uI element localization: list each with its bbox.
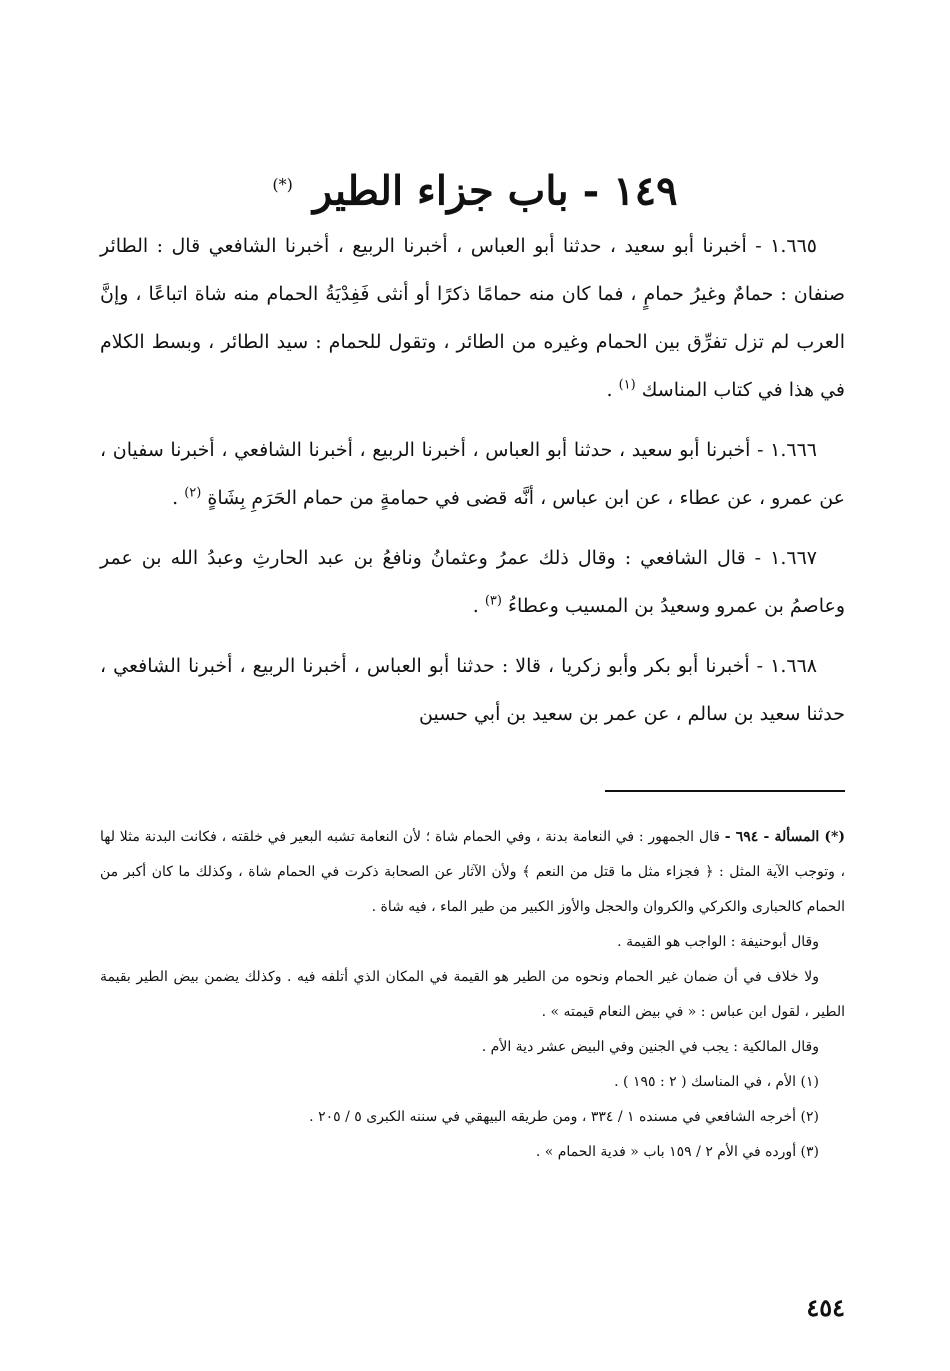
no-dispute-note: ولا خلاف في أن ضمان غير الحمام ونحوه من الطير هو القيمة في المكان الذي أتلفه فيه . وكذلك يضمن بيض الطير بقيمة الطير ، لقول ابن عباس : « في بيض النعام قيمته » . (100, 969, 845, 1020)
paragraph-text: ١.٦٦٥ - أخبرنا أبو سعيد ، حدثنا أبو العباس ، أخبرنا الربيع ، أخبرنا الشافعي قال : الطائر صنفان : حمامٌ وغيرُ حمامٍ ، فما كان منه حمامًا ذكرًا أو أنثى فَفِدْيَةُ الحمام منه شاة اتباعًا ، وإنَّ العرب لم تزل تفرِّق بين الحمام وغيره من الطائر ، وتقول للحمام : سيد الطائر ، وبسط الكلام في هذا في كتاب المناسك (100, 235, 845, 401)
hadith-paragraph (100, 534, 845, 630)
chapter-title (100, 150, 850, 226)
chapter-footnote-mark: (*) (272, 175, 293, 194)
paragraph-end: . (606, 379, 613, 401)
chapter-title-text: ١٤٩ - باب جزاء الطير (312, 167, 678, 215)
footnote-reference: (٣) (484, 593, 502, 609)
masala-text: قال الجمهور : في النعامة بدنة ، وفي الحمام شاة ؛ لأن النعامة تشبه البعير في خلقته ، فكانت البدنة مثلا لها ، وتوجب الآية المثل : ﴿ فجزاء مثل ما قتل من النعم ﴾ ولأن الآثار عن الصحابة ذكرت في الحمام شاة ، وكذلك ما كان أكبر من الحمام كالحبارى والكركي والكروان والحجل والأوز الكبير من طير الماء ، فيه شاة . (100, 829, 845, 915)
paragraph-text: ١.٦٦٦ - أخبرنا أبو سعيد ، حدثنا أبو العباس ، أخبرنا الربيع ، أخبرنا الشافعي ، أخبرنا سفيان ، عن عمرو ، عن عطاء ، عن ابن عباس ، أنَّه قضى في حمامةٍ من حمام الحَرَمِ بِشَاةٍ (100, 439, 845, 509)
paragraph-end: . (472, 595, 479, 617)
footnote-3: (٣) أورده في الأم ٢ / ١٥٩ باب « فدية الحمام » . (535, 1144, 819, 1160)
footnote-2: (٢) أخرجه الشافعي في مسنده ١ / ٣٣٤ ، ومن طريقه البيهقي في سننه الكبرى ٥ / ٢٠٥ . (309, 1109, 819, 1125)
masala-note (100, 820, 845, 925)
footnote-separator (605, 790, 845, 792)
maliki-note: وقال المالكية : يجب في الجنين وفي البيض عشر دية الأم . (481, 1039, 819, 1055)
footnote-1: (١) الأم ، في المناسك ( ٢ : ١٩٥ ) . (614, 1074, 819, 1090)
footnote-reference: (٢) (184, 485, 202, 501)
hadith-paragraph (100, 426, 845, 522)
paragraph-text: ١.٦٦٧ - قال الشافعي : وقال ذلك عمرُ وعثمانُ ونافعُ بن عبد الحارثِ وعبدُ الله بن عمر وعاصمُ بن عمرو وسعيدُ بن المسيب وعطاءُ (100, 547, 845, 617)
main-text (100, 222, 845, 750)
paragraph-text: ١.٦٦٨ - أخبرنا أبو بكر وأبو زكريا ، قالا : حدثنا أبو العباس ، أخبرنا الربيع ، أخبرنا الشافعي ، حدثنا سعيد بن سالم ، عن عمر بن سعيد بن أبي حسين (100, 655, 845, 725)
hadith-paragraph (100, 222, 845, 414)
page-number: ٤٥٤ (806, 1293, 845, 1322)
masala-lead: (*) المسألة - ٦٩٤ - (724, 829, 846, 845)
hanafi-note: وقال أبوحنيفة : الواجب هو القيمة . (617, 934, 819, 950)
notes-section (100, 820, 845, 1170)
paragraph-end: . (172, 487, 179, 509)
footnote-reference: (١) (618, 377, 636, 393)
hadith-paragraph (100, 642, 845, 738)
